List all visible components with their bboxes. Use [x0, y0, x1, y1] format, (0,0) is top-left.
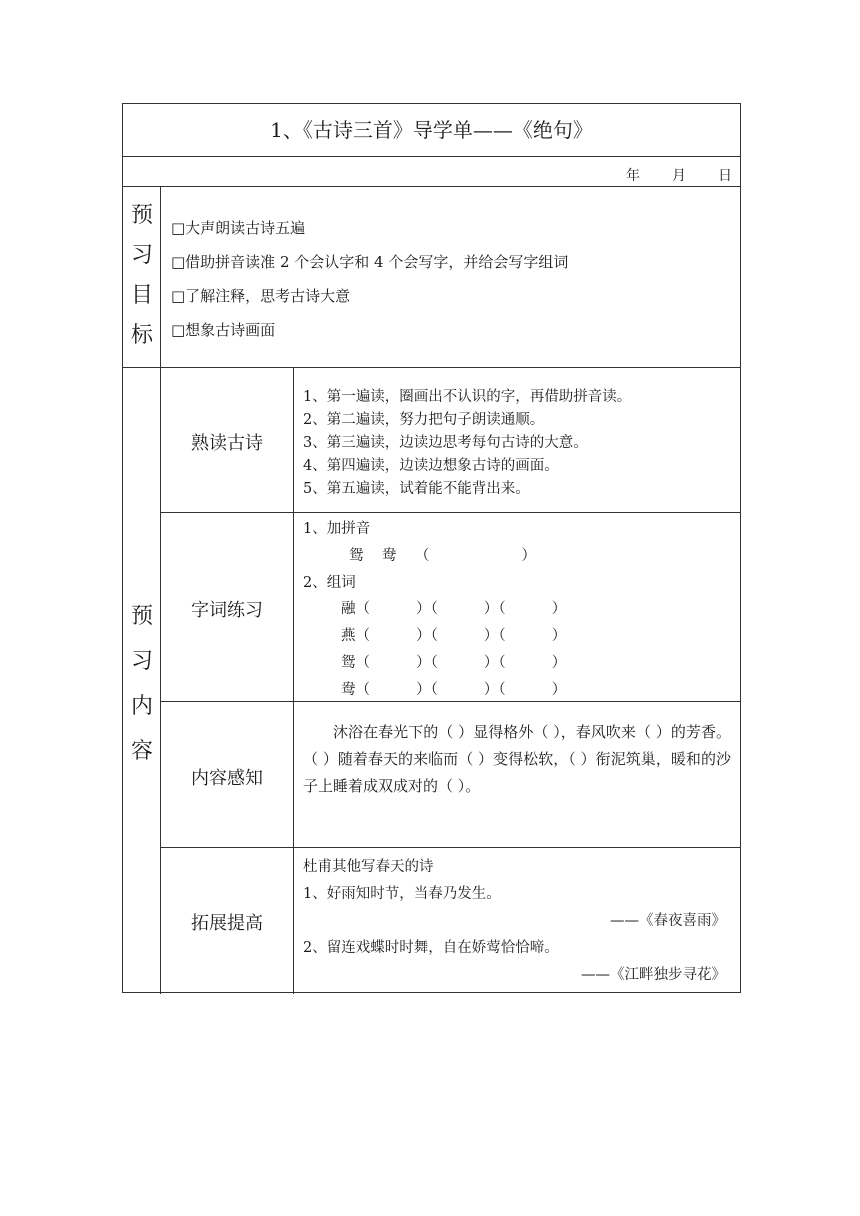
date-day: 日 — [718, 168, 732, 184]
divider — [293, 367, 294, 994]
goal-pinyin: □借助拼音读准 2 个会认字和 4 个会写字，并给会写字组词 — [171, 253, 569, 271]
divider — [160, 367, 161, 994]
divider — [123, 156, 740, 157]
extension-heading: 杜甫其他写春天的诗 — [303, 859, 434, 875]
date-month: 月 — [672, 168, 686, 184]
divider — [160, 186, 161, 367]
divider — [123, 367, 740, 368]
pinyin-heading: 1、加拼音 — [303, 521, 371, 537]
date-line — [626, 165, 732, 185]
comprehension-section-title: 内容感知 — [191, 768, 263, 789]
divider — [160, 701, 740, 702]
group-heading: 2、组词 — [303, 575, 356, 591]
poem-source-1: ——《春夜喜雨》 — [610, 913, 726, 929]
preview-goals-label: 预 习 目 标 — [130, 203, 153, 348]
divider — [123, 186, 740, 187]
poem-line-1: 1、好雨知时节，当春乃发生。 — [303, 886, 501, 902]
preview-content-label: 预 习 内 容 — [130, 604, 153, 764]
date-year: 年 — [626, 168, 640, 184]
goal-annotation: □了解注释，思考古诗大意 — [171, 287, 351, 305]
poem-source-2: ——《江畔独步寻花》 — [581, 967, 726, 983]
goal-read-aloud: □大声朗读古诗五遍 — [171, 219, 306, 237]
page-title: 1、《古诗三首》导学单——《绝句》 — [270, 118, 593, 142]
pinyin-item: 鸳 鸯 （ ） — [349, 548, 537, 564]
goal-imagine: □想象古诗画面 — [171, 321, 276, 339]
reading-section-title: 熟读古诗 — [191, 433, 263, 454]
divider — [160, 512, 740, 513]
extension-section-title: 拓展提高 — [191, 913, 263, 934]
study-sheet-table — [122, 103, 741, 993]
reading-steps: 1、第一遍读，圈画出不认识的字，再借助拼音读。 2、第二遍读，努力把句子朗读通顺。 3、第三遍读，边读边思考每句古诗的大意。 4、第四遍读，边读边想象古诗的画面。 5、第五遍读，试着能不能背出来。 — [303, 389, 632, 497]
word-group-rows: 融（ ）（ ）（ ） 燕（ ）（ ）（ ） 鸳（ ）（ ）（ ） 鸯（ ）（ ）（ ） — [341, 601, 567, 698]
comprehension-text: 沐浴在春光下的（ ）显得格外（ ），春风吹来（ ）的芳香。（ ）随着春天的来临而（ ）变得松软，（ ）衔泥筑巢，暖和的沙子上睡着成双成对的（ ）。 — [303, 723, 731, 795]
divider — [160, 847, 740, 848]
poem-line-2: 2、留连戏蝶时时舞，自在娇莺恰恰啼。 — [303, 940, 559, 956]
words-section-title: 字词练习 — [191, 600, 263, 621]
